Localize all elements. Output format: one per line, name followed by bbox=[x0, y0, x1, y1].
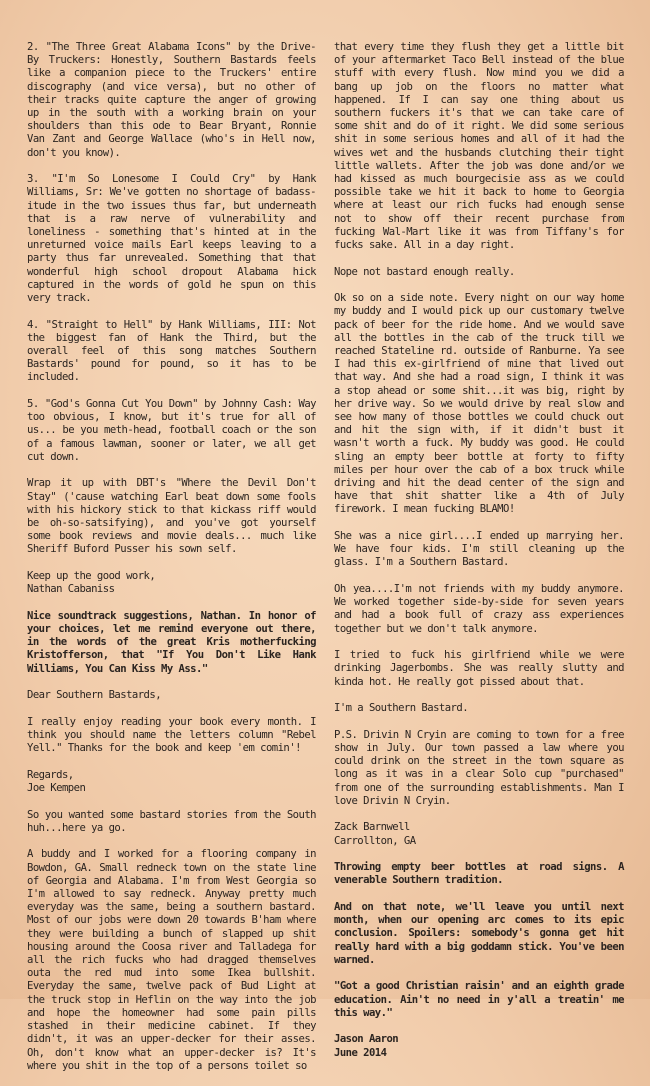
paragraph: So you wanted some bastard stories from the South huh...here ya go. bbox=[27, 808, 316, 834]
editor-response: Nice soundtrack suggestions, Nathan. In honor of your choices, let me remind everyone out there, in the words of the great Kris motherfucking Kristofferson, that "If You Don't Like Hank Williams, You Can Kiss My Ass." bbox=[27, 609, 316, 675]
letter-salutation: Dear Southern Bastards, bbox=[27, 689, 162, 702]
paragraph: I really enjoy reading your book every month. I think you should name the letters column "Rebel Yell." Thanks for the book and keep 'em comin'! bbox=[27, 715, 316, 755]
paragraph: She was a nice girl....I ended up marrying her. We have four kids. I'm still cleaning up the glass. I'm a Southern Bastard. bbox=[334, 530, 624, 569]
paragraph: I'm a Southern Bastard. bbox=[334, 702, 469, 715]
right-column bbox=[334, 41, 624, 1073]
paragraph: 3. "I'm So Lonesome I Could Cry" by Hank Williams, Sr: We've gotten no shortage of badass-itude in the two issues thus far, but underneath that is a raw nerve of vulnerability and loneliness - something that's hinted at in the unreturned voice mails Earl keeps leaving to a party thus far unrevealed. Something that that wonderful high school dropout Alabama hick captured in the words of gold he spun on this very track. bbox=[27, 173, 316, 305]
paragraph: 5. "God's Gonna Cut You Down" by Johnny Cash: Way too obvious, I know, but it's true for all of us... be you meth-head, football coach or the son of a famous lawman, sooner or later, we all get cut down. bbox=[27, 398, 316, 463]
paragraph: P.S. Drivin N Cryin are coming to town for a free show in July. Our town passed a law where you could drink on the street in the town square as long as it was in a clear Solo cup "purchased" from one of the surrounding establishments. Man I love Drivin N Cryin. bbox=[334, 728, 624, 807]
paragraph: that every time they flush they get a little bit of your aftermarket Taco Bell instead of the blue stuff with every flush. Now mind you we did a bang up job on the floors no matter what happened. If I can say one thing about us southern fuckers it's that we can take care of some shit and do of it right. We did some serious shit in some serious homes and all of it had the wives wet and the husbands clutching their tight little wallets. After the job was done and/or we had kissed as much bourgecisie ass as we could possible take we hit it back to home to Georgia where at least our rich fucks had enough sense not to show off their recent purchase from fucking Wal-Mart like it was from Tiffany's for fucks sake. All in a day right. bbox=[334, 41, 624, 252]
paragraph: 4. "Straight to Hell" by Hank Williams, III: Not the biggest fan of Hank the Third, but the overall feel of this song matches Southern Bastards' pound for pound, so it has to be included. bbox=[27, 318, 316, 384]
editor-quote: "Got a good Christian raisin' and an eighth grade education. Ain't no need in y'all a treatin' me this way." bbox=[334, 980, 624, 1019]
paragraph: Oh yea....I'm not friends with my buddy anymore. We worked together side-by-side for seven years and had a book full of crazy ass experiences together but we don't talk anymore. bbox=[334, 583, 624, 635]
letter-signature: Zack Barnwell Carrollton, GA bbox=[334, 821, 416, 847]
paragraph: Ok so on a side note. Every night on our way home my buddy and I would pick up our customary twelve pack of beer for the ride home. And we would save all the bottles in the cab of the truck till we reached Stateline rd. outside of Ranburne. Ya see I had this ex-girlfriend of mine that lived out that way. And she had a road sign, I think it was a stop ahead or some shit...it was big, right by her drive way. So we would drive by real slow and see how many of those bottles we could chuck out and hit the sign with, if it didn't bust it wasn't worth a fuck. My buddy was good. He could sling an empty beer bottle at forty to fifty miles per hour over the cab of a box truck while driving and hit the dead center of the sign and have that shit shatter like a 4th of July firework. I mean fucking BLAMO! bbox=[334, 292, 624, 516]
paragraph: Nope not bastard enough really. bbox=[334, 265, 515, 278]
paragraph: A buddy and I worked for a flooring company in Bowdon, GA. Small redneck town on the state line of Georgia and Alabama. I'm from West Georgia so I'm allowed to say redneck. Anyway pretty much everyday was the same, being a southern bastard. Most of our jobs were down 20 towards B'ham where they were building a bunch of slapped up shit housing around the Coosa river and Talladega for all the rich fucks who had dragged themselves outa the red mud into some Ikea bullshit. Everyday the same, twelve pack of Bud Light at the truck stop in Heflin on the way into the job and hope the homeowner had some pain pills stashed in their medicine cabinet. If they didn't, it was an upper-decker for their asses. Oh, don't know what an upper-decker is? It's where you shit in the top of a persons toilet so bbox=[27, 848, 316, 1072]
letter-signature: Keep up the good work, Nathan Cabaniss bbox=[27, 570, 156, 596]
editor-response: Throwing empty beer bottles at road signs. A venerable Southern tradition. bbox=[334, 861, 624, 887]
paragraph: Wrap it up with DBT's "Where the Devil Don't Stay" ('cause watching Earl beat down some fools with his hickory stick to that kickass riff would be oh-so-satsifying), and you've got yourself some book reviews and movie deals... much like Sheriff Buford Pusser his sown self. bbox=[27, 477, 316, 556]
letter-signature: Regards, Joe Kempen bbox=[27, 768, 86, 795]
editor-response: And on that note, we'll leave you until next month, when our opening arc comes to its epic conclusion. Spoilers: somebody's gonna get hit really hard with a big goddamn stick. You've been warned. bbox=[334, 901, 624, 966]
editor-signature: Jason Aaron June 2014 bbox=[334, 1033, 399, 1059]
paragraph: I tried to fuck his girlfriend while we were drinking Jagerbombs. She was really slutty and kinda hot. He really got pissed about that. bbox=[334, 649, 624, 688]
paragraph: 2. "The Three Great Alabama Icons" by the Drive-By Truckers: Honestly, Southern Bastards feels like a companion piece to the Truckers' entire discography (and vice versa), but no other of their tracks quite capture the anger of growing up in the south with a working brain on your shoulders than this ode to Bear Bryant, Ronnie Van Zant and George Wallace (who's in Hell now, don't you know). bbox=[27, 41, 316, 159]
left-column bbox=[27, 41, 316, 1086]
